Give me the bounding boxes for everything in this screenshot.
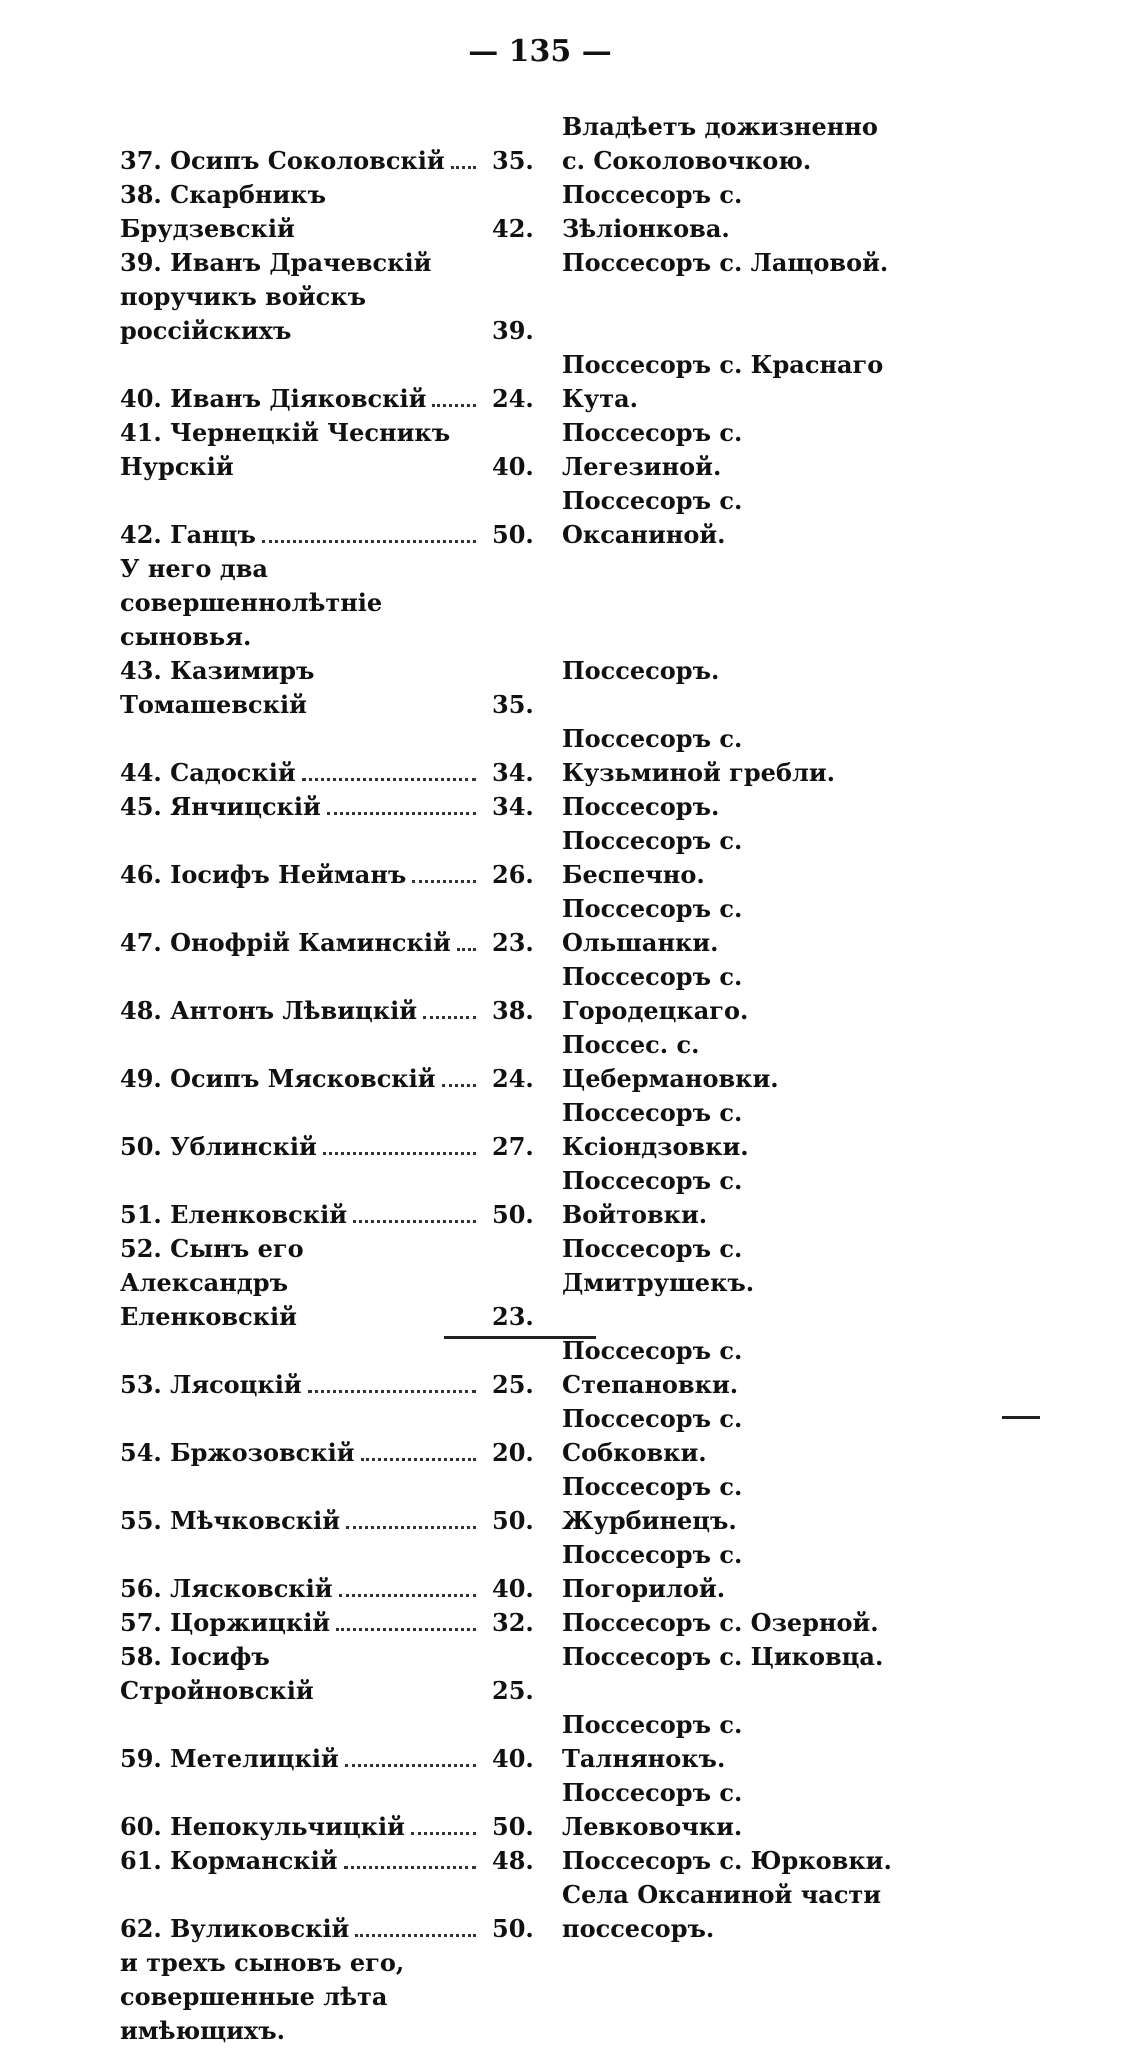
entry-status: Поссесоръ с. Талнянокъ. <box>562 1710 743 1773</box>
entry-age: 26. <box>492 860 534 889</box>
list-item <box>120 416 920 484</box>
entry-status: Поссесоръ с. Оксаниной. <box>562 486 743 549</box>
entry-name: 57. Цоржицкій <box>120 1608 331 1637</box>
list-item <box>120 1470 920 1538</box>
entry-name: 49. Осипъ Мясковскій <box>120 1064 436 1093</box>
entry-status: Поссесоръ с. Циковца. <box>562 1642 884 1671</box>
entry-name: 45. Янчицскій <box>120 792 321 821</box>
entry-age: 25. <box>492 1370 534 1399</box>
list-item <box>120 1334 920 1402</box>
entry-age: 40. <box>492 1744 534 1773</box>
entry-age: 48. <box>492 1846 534 1875</box>
entry-name: 56. Лясковскій <box>120 1574 333 1603</box>
entry-age: 38. <box>492 996 534 1025</box>
entry-status: Поссесоръ с. Городецкаго. <box>562 962 749 1025</box>
entry-name: 60. Непокульчицкій <box>120 1812 405 1841</box>
entry-status <box>562 552 892 654</box>
dot-leader <box>345 1764 476 1767</box>
list-item <box>120 960 920 1028</box>
entry-age: 40. <box>492 1574 534 1603</box>
dot-leader <box>339 1594 476 1597</box>
list-item <box>120 1776 920 1844</box>
dot-leader <box>412 880 476 883</box>
edge-mark <box>1002 1416 1040 1419</box>
list-item <box>120 654 920 722</box>
entry-status: Поссесоръ с. Степановки. <box>562 1336 743 1399</box>
dot-leader <box>361 1458 476 1461</box>
entry-age: 24. <box>492 384 534 413</box>
entry-age: 50. <box>492 520 534 549</box>
list-item <box>120 484 920 552</box>
entry-status: Поссесоръ с. Погорилой. <box>562 1540 743 1603</box>
entry-age: 23. <box>492 1302 534 1331</box>
list-item <box>120 1164 920 1232</box>
entry-status: Поссесоръ с. Легезиной. <box>562 418 743 481</box>
entry-age: 50. <box>492 1914 534 1943</box>
entry-age: 50. <box>492 1812 534 1841</box>
entry-age: 35. <box>492 690 534 719</box>
entry-status: Поссесоръ с. Кузьминой гребли. <box>562 724 836 787</box>
list-item <box>120 1708 920 1776</box>
entry-name: 43. Казимиръ Томашевскій <box>120 656 323 719</box>
entry-age: 42. <box>492 214 534 243</box>
entry-name: 54. Бржозовскій <box>120 1438 355 1467</box>
entry-age: 35. <box>492 146 534 175</box>
entry-age: 20. <box>492 1438 534 1467</box>
entry-age: 34. <box>492 758 534 787</box>
entry-name: 53. Лясоцкій <box>120 1370 302 1399</box>
entry-status: Поссесоръ с. Журбинецъ. <box>562 1472 743 1535</box>
entry-name: 58. Іосифъ Стройновскій <box>120 1642 314 1705</box>
list-item <box>120 552 920 654</box>
entry-status: Поссесоръ с. Лащовой. <box>562 248 889 277</box>
entry-age: 23. <box>492 928 534 957</box>
dot-leader <box>346 1526 476 1529</box>
list-item <box>120 790 920 824</box>
dot-leader <box>353 1220 476 1223</box>
entry-status: Поссесоръ с. Краснаго Кута. <box>562 350 884 413</box>
list-item <box>120 892 920 960</box>
entry-status: Поссесоръ. <box>562 792 720 821</box>
entry-age: 39. <box>492 316 534 345</box>
entry-name: 48. Антонъ Лѣвицкій <box>120 996 417 1025</box>
list-item <box>120 722 920 790</box>
entry-name: и трехъ сыновъ его, совершенные лѣта имѣющихъ. <box>120 1948 413 2045</box>
dot-leader <box>423 1016 476 1019</box>
entry-status: Владѣетъ дожизненно с. Соколовочкою. <box>562 112 878 175</box>
entry-status: Поссесоръ с. Ксіондзовки. <box>562 1098 749 1161</box>
list-item <box>120 824 920 892</box>
entry-status: Поссесоръ с. Озерной. <box>562 1608 879 1637</box>
entry-status: Поссесоръ с. Дмитрушекъ. <box>562 1234 755 1297</box>
list-item <box>120 1096 920 1164</box>
entry-name: 42. Ганцъ <box>120 520 256 549</box>
list-item <box>120 178 920 246</box>
list-item <box>120 1878 920 1946</box>
dot-leader <box>327 812 476 815</box>
entry-status: Поссесоръ с. Беспечно. <box>562 826 743 889</box>
list-item <box>120 246 920 348</box>
dot-leader <box>323 1152 476 1155</box>
entry-status: Поссесоръ. <box>562 656 720 685</box>
dot-leader <box>336 1628 476 1631</box>
entry-status: Поссесоръ с. Левковочки. <box>562 1778 743 1841</box>
entry-name: 50. Ублинскій <box>120 1132 317 1161</box>
list-item <box>120 1606 920 1640</box>
entry-name: У него два совершеннолѣтніе сыновья. <box>120 554 391 651</box>
entry-name: 46. Іосифъ Нейманъ <box>120 860 407 889</box>
entry-name: 37. Осипъ Соколовскій <box>120 146 445 175</box>
entry-status: Поссесоръ с. Ольшанки. <box>562 894 743 957</box>
list-item <box>120 1946 920 2048</box>
entry-name: 40. Иванъ Діяковскій <box>120 384 427 413</box>
list-item <box>120 110 920 178</box>
section-divider <box>444 1336 596 1339</box>
list-item <box>120 1538 920 1606</box>
entry-name: 59. Метелицкій <box>120 1744 339 1773</box>
page-number: — 135 — <box>468 34 612 69</box>
entry-status: Поссесоръ с. Юрковки. <box>562 1846 892 1875</box>
entry-name: 52. Сынъ его Александръ Еленковскій <box>120 1234 312 1331</box>
dot-leader <box>457 948 476 951</box>
dot-leader <box>442 1084 476 1087</box>
dot-leader <box>308 1390 476 1393</box>
list-item <box>120 1028 920 1096</box>
entry-name: 38. Скарбникъ Брудзевскій <box>120 180 335 243</box>
entry-name: 61. Корманскій <box>120 1846 338 1875</box>
entry-name: 44. Садоскій <box>120 758 296 787</box>
dot-leader <box>262 540 476 543</box>
entry-age: 50. <box>492 1200 534 1229</box>
entry-status: Поссес. с. Цебермановки. <box>562 1030 779 1093</box>
dot-leader <box>355 1934 476 1937</box>
list-item <box>120 348 920 416</box>
entry-age: 50. <box>492 1506 534 1535</box>
entry-status: Поссесоръ с. Зѣліонкова. <box>562 180 743 243</box>
entry-age: 32. <box>492 1608 534 1637</box>
entry-name: 47. Онофрій Каминскій <box>120 928 451 957</box>
list-item <box>120 1232 920 1334</box>
entry-name: 51. Еленковскій <box>120 1200 348 1229</box>
entry-age: 40. <box>492 452 534 481</box>
entry-name: 55. Мѣчковскій <box>120 1506 340 1535</box>
entry-status: Поссесоръ с. Собковки. <box>562 1404 743 1467</box>
list-item <box>120 1640 920 1708</box>
entry-age: 24. <box>492 1064 534 1093</box>
entry-age: 27. <box>492 1132 534 1161</box>
entry-status: Села Оксаниной части поссесоръ. <box>562 1880 882 1943</box>
dot-leader <box>344 1866 476 1869</box>
entries-list <box>120 110 920 2048</box>
entry-age: 25. <box>492 1676 534 1705</box>
dot-leader <box>411 1832 476 1835</box>
dot-leader <box>451 166 476 169</box>
dot-leader <box>302 778 476 781</box>
entry-name: 62. Вуликовскій <box>120 1914 350 1943</box>
dot-leader <box>432 404 476 407</box>
entry-status <box>562 1946 892 2048</box>
list-item <box>120 1402 920 1470</box>
entry-name: 41. Чернецкій Чесникъ Нурскій <box>120 418 459 481</box>
entry-status: Поссесоръ с. Войтовки. <box>562 1166 743 1229</box>
list-item <box>120 1844 920 1878</box>
entry-name: 39. Иванъ Драчевскій поручикъ войскъ россійскихъ <box>120 248 440 345</box>
entry-age: 34. <box>492 792 534 821</box>
